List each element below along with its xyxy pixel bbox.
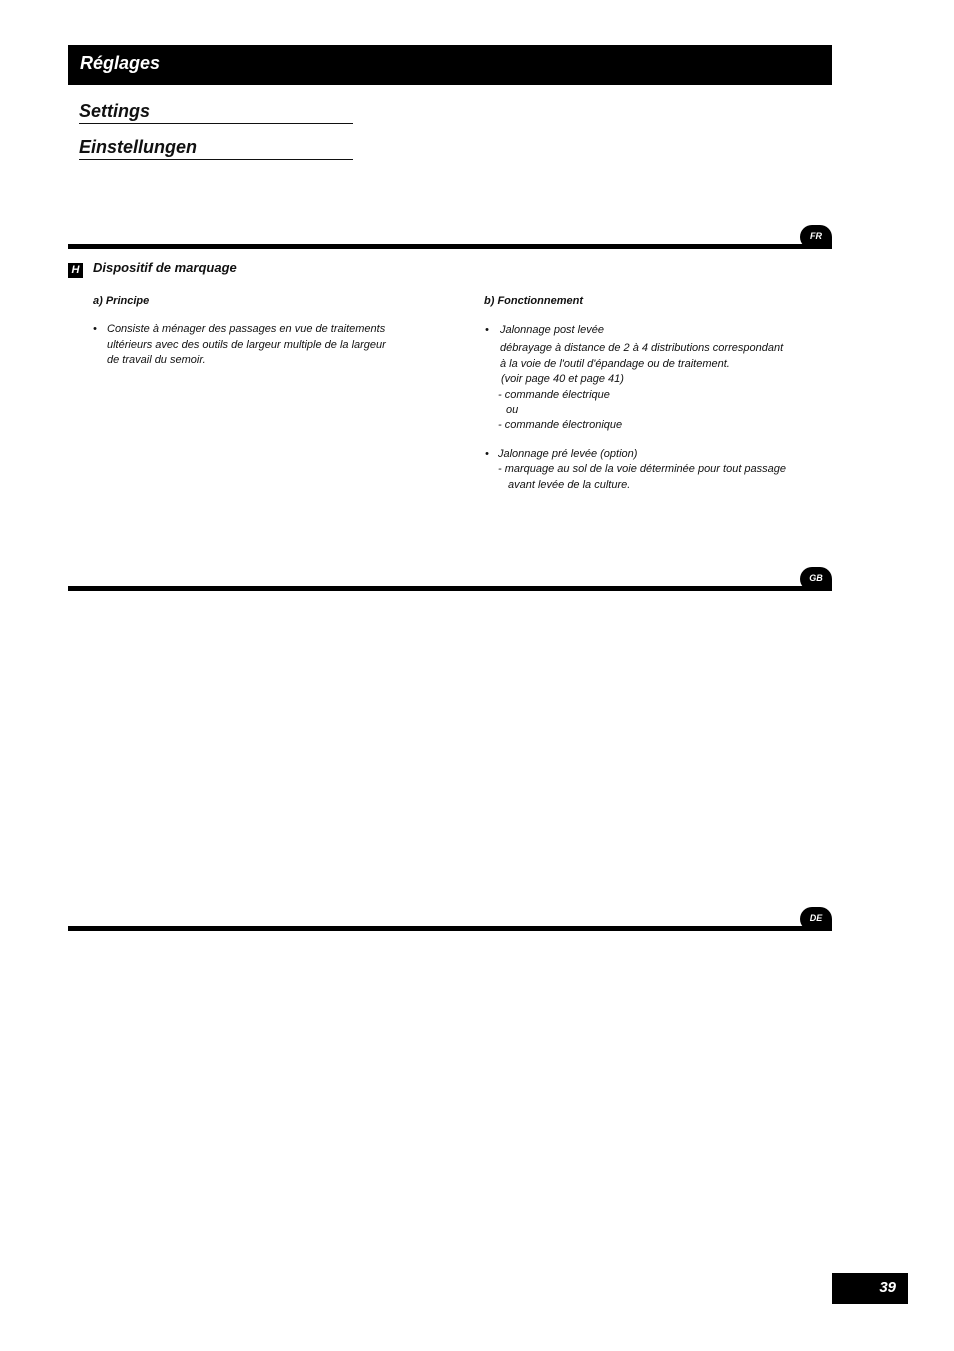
item-1-line-2: à la voie de l'outil d'épandage ou de traitement.: [500, 357, 730, 370]
column-a-heading: a) Principe: [93, 295, 150, 307]
page-title: Réglages: [80, 53, 161, 73]
column-a-line-3: de travail du semoir.: [107, 354, 206, 366]
item-1-line-4: - commande électrique: [498, 389, 610, 401]
section-divider-gb: [68, 586, 832, 591]
item-2-title: Jalonnage pré levée (option): [498, 448, 638, 460]
subtitle-english: Settings: [79, 100, 353, 124]
item-1-line-5: ou: [506, 404, 519, 416]
item-2-line-1: - marquage au sol de la voie déterminée pour tout passage: [498, 463, 787, 475]
language-badge-fr: FR: [800, 225, 832, 249]
page-number: 39: [879, 1279, 896, 1296]
item-1-line-3: (voir page 40 et page 41): [501, 373, 624, 385]
language-badge-gb: GB: [800, 567, 832, 591]
column-a-line-2: ultérieurs avec des outils de largeur multiple de la largeur: [107, 338, 386, 351]
section-title: Dispositif de marquage: [93, 260, 237, 275]
header-title-bar: [68, 45, 832, 85]
item-1-line-1: débrayage à distance de 2 à 4 distributions correspondant: [500, 342, 784, 354]
bullet-icon: •: [485, 448, 489, 460]
section-divider-de: [68, 926, 832, 931]
item-1-line-6: - commande électronique: [498, 419, 623, 431]
section-divider-fr: [68, 244, 832, 249]
column-a-line-1: Consiste à ménager des passages en vue de traitements: [107, 323, 386, 335]
bullet-icon: •: [485, 324, 489, 336]
section-letter-badge: H: [68, 263, 83, 278]
item-2-line-2: avant levée de la culture.: [508, 479, 631, 491]
bullet-icon: •: [93, 323, 97, 335]
language-badge-de: DE: [800, 907, 832, 931]
page-number-box: [832, 1273, 908, 1304]
subtitle-german: Einstellungen: [79, 136, 353, 160]
column-b-heading: b) Fonctionnement: [484, 295, 583, 307]
item-1-title: Jalonnage post levée: [500, 324, 604, 336]
